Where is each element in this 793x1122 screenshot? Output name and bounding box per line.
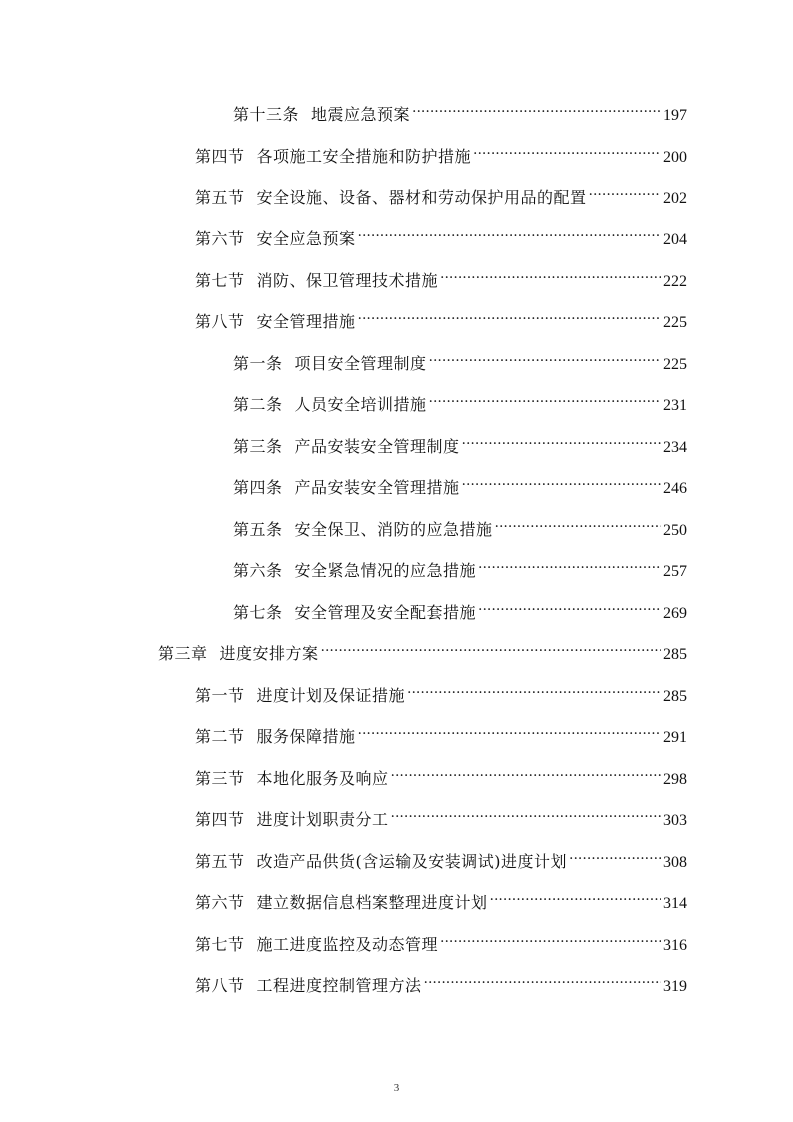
toc-entry-page: 225: [663, 356, 687, 373]
toc-entry[interactable]: [195, 801, 687, 829]
toc-entry[interactable]: [195, 926, 687, 954]
toc-entry[interactable]: [195, 262, 687, 290]
dot-leader: [358, 220, 661, 244]
dot-leader: [429, 386, 661, 410]
toc-entry-page: 234: [663, 439, 687, 456]
toc-entry[interactable]: [195, 718, 687, 746]
toc-entry-page: 225: [663, 314, 687, 331]
toc-entry[interactable]: [195, 303, 687, 331]
toc-entry-number: 第十三条: [233, 105, 300, 124]
dot-leader: [358, 718, 661, 742]
toc-entry-number: 第三条: [233, 437, 283, 456]
dot-leader: [478, 552, 661, 576]
toc-entry[interactable]: [195, 179, 687, 207]
toc-entry-title: 施工进度监控及动态管理: [256, 935, 439, 954]
dot-leader: [478, 594, 661, 618]
dot-leader: [424, 967, 661, 991]
toc-entry[interactable]: [195, 843, 687, 871]
toc-entry-title: 安全紧急情况的应急措施: [294, 561, 477, 580]
dot-leader: [391, 801, 661, 825]
dot-leader: [412, 96, 661, 120]
dot-leader: [429, 345, 661, 369]
toc-entry-number: 第五条: [233, 520, 283, 539]
toc-entry-number: 第六节: [195, 893, 245, 912]
toc-entry[interactable]: [195, 220, 687, 248]
toc-entry[interactable]: [233, 386, 687, 414]
toc-entry-number: 第七节: [195, 935, 245, 954]
dot-leader: [589, 179, 661, 203]
toc-entry-number: 第八节: [195, 976, 245, 995]
toc-entry-page: 314: [663, 895, 687, 912]
toc-entry-title: 地震应急预案: [311, 105, 411, 124]
toc-entry-page: 202: [663, 190, 687, 207]
toc-entry-title: 服务保障措施: [256, 727, 356, 746]
dot-leader: [407, 677, 661, 701]
toc-entry-title: 人员安全培训措施: [294, 395, 427, 414]
toc-entry-page: 204: [663, 231, 687, 248]
toc-entry-number: 第五节: [195, 852, 245, 871]
toc-entry[interactable]: [233, 511, 687, 539]
toc-entry[interactable]: [195, 677, 687, 705]
toc-entry-number: 第一节: [195, 686, 245, 705]
toc-entry-page: 257: [663, 563, 687, 580]
toc-entry[interactable]: [233, 594, 687, 622]
toc-entry-title: 安全管理及安全配套措施: [294, 603, 477, 622]
toc-entry-title: 产品安装安全管理制度: [294, 437, 460, 456]
toc-entry-page: 316: [663, 937, 687, 954]
toc-entry-number: 第四条: [233, 478, 283, 497]
dot-leader: [490, 884, 661, 908]
toc-entry[interactable]: [195, 884, 687, 912]
toc-entry-number: 第五节: [195, 188, 245, 207]
dot-leader: [440, 262, 661, 286]
toc-entry-number: 第三节: [195, 769, 245, 788]
toc-entry-number: 第二条: [233, 395, 283, 414]
dot-leader: [358, 303, 661, 327]
toc-entry-title: 本地化服务及响应: [256, 769, 389, 788]
toc-entry-number: 第七节: [195, 271, 245, 290]
toc-entry-number: 第四节: [195, 810, 245, 829]
dot-leader: [473, 138, 661, 162]
toc-entry[interactable]: [158, 635, 687, 663]
toc-entry-title: 安全应急预案: [256, 229, 356, 248]
toc-entry-page: 308: [663, 854, 687, 871]
toc-entry-title: 进度安排方案: [219, 644, 319, 663]
toc-entry[interactable]: [233, 345, 687, 373]
toc-entry-title: 进度计划及保证措施: [256, 686, 406, 705]
toc-entry-title: 建立数据信息档案整理进度计划: [256, 893, 488, 912]
toc-entry-title: 进度计划职责分工: [256, 810, 389, 829]
toc-entry-number: 第四节: [195, 147, 245, 166]
toc-entry-title: 各项施工安全措施和防护措施: [256, 147, 472, 166]
toc-entry-number: 第七条: [233, 603, 283, 622]
toc-entry-title: 安全保卫、消防的应急措施: [294, 520, 493, 539]
toc-entry-number: 第三章: [158, 644, 208, 663]
toc-entry-page: 246: [663, 480, 687, 497]
toc-entry[interactable]: [233, 469, 687, 497]
toc-entry-number: 第一条: [233, 354, 283, 373]
toc-entry-page: 285: [663, 646, 687, 663]
toc-entry-page: 222: [663, 273, 687, 290]
toc-entry[interactable]: [233, 428, 687, 456]
toc-entry-title: 安全管理措施: [256, 312, 356, 331]
toc-entry-page: 197: [663, 107, 687, 124]
toc-entry-number: 第六条: [233, 561, 283, 580]
toc-entry-number: 第二节: [195, 727, 245, 746]
dot-leader: [391, 760, 661, 784]
page-number: 3: [393, 1082, 400, 1094]
dot-leader: [569, 843, 661, 867]
dot-leader: [440, 926, 661, 950]
toc-entry-title: 消防、保卫管理技术措施: [256, 271, 439, 290]
toc-entry-page: 250: [663, 522, 687, 539]
toc-entry-title: 项目安全管理制度: [294, 354, 427, 373]
dot-leader: [462, 428, 661, 452]
dot-leader: [495, 511, 661, 535]
dot-leader: [321, 635, 661, 659]
toc-entry[interactable]: [195, 138, 687, 166]
toc-entry[interactable]: [195, 967, 687, 995]
dot-leader: [462, 469, 661, 493]
toc-entry-page: 200: [663, 149, 687, 166]
toc-entry-title: 工程进度控制管理方法: [256, 976, 422, 995]
toc-entry-number: 第八节: [195, 312, 245, 331]
toc-entry-page: 285: [663, 688, 687, 705]
toc-entry-page: 298: [663, 771, 687, 788]
toc-entry-page: 291: [663, 729, 687, 746]
toc-entry[interactable]: [233, 96, 687, 124]
toc-entry-page: 303: [663, 812, 687, 829]
toc-entry-title: 安全设施、设备、器材和劳动保护用品的配置: [256, 188, 587, 207]
toc-entry-title: 改造产品供货(含运输及安装调试)进度计划: [256, 852, 568, 871]
toc-entry-page: 231: [663, 397, 687, 414]
toc-entry[interactable]: [233, 552, 687, 580]
toc-entry[interactable]: [195, 760, 687, 788]
toc-entry-number: 第六节: [195, 229, 245, 248]
toc-entry-page: 319: [663, 978, 687, 995]
toc-entry-page: 269: [663, 605, 687, 622]
toc-entry-title: 产品安装安全管理措施: [294, 478, 460, 497]
